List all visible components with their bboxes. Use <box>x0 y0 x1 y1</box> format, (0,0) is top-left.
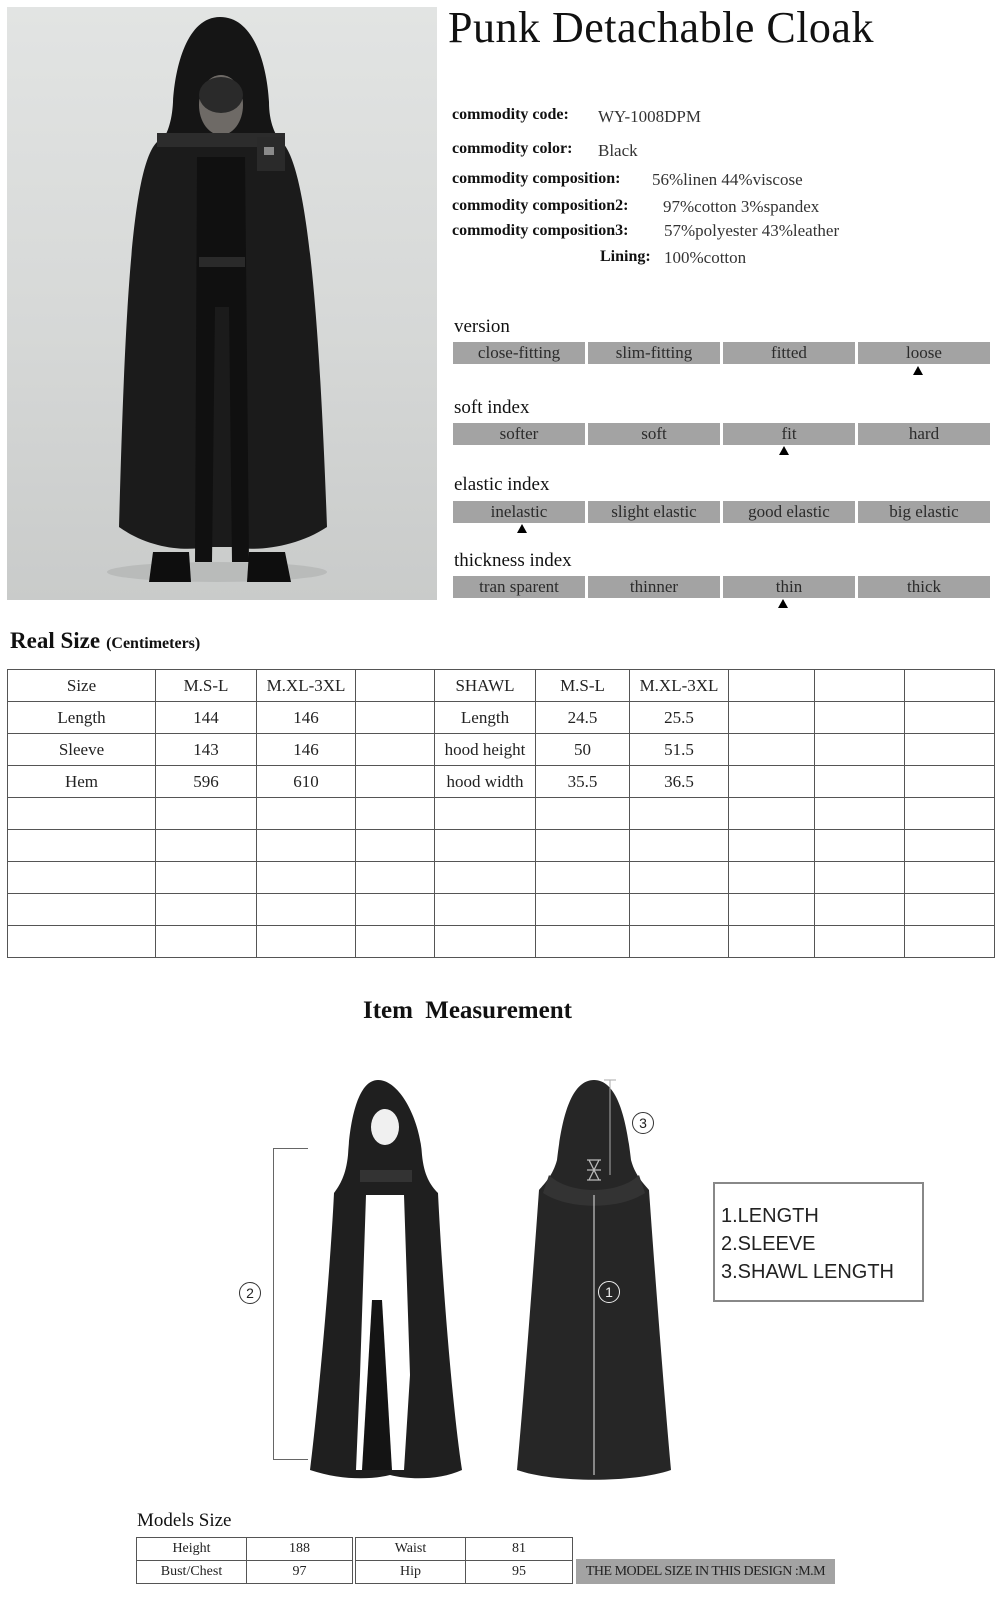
soft-index-option: softer <box>453 423 585 445</box>
size-table-cell <box>8 798 156 830</box>
size-heading-title: Real Size <box>10 628 101 653</box>
model-chest-value: 97 <box>247 1561 353 1584</box>
elastic-index-bar <box>453 501 990 523</box>
size-table-header-cell: M.S-L <box>536 670 630 702</box>
size-table-cell: Length <box>435 702 536 734</box>
sleeve-dimension-line <box>273 1148 308 1460</box>
size-table-cell <box>257 926 356 958</box>
thickness-index-option: tran sparent <box>453 576 585 598</box>
size-table-cell <box>356 862 435 894</box>
size-table-cell <box>905 798 995 830</box>
size-table-cell <box>257 830 356 862</box>
legend-item-shawl-length: 3.SHAWL LENGTH <box>721 1261 894 1283</box>
soft-index-selected-marker <box>779 446 789 455</box>
size-table-cell <box>729 830 815 862</box>
size-table-cell: 51.5 <box>630 734 729 766</box>
size-table-cell <box>815 702 905 734</box>
size-table-row <box>8 702 995 734</box>
spec-code-key: commodity code: <box>452 106 569 123</box>
size-table-cell <box>815 798 905 830</box>
measurement-title: Item Measurement <box>363 997 572 1024</box>
spec-code-value: WY-1008DPM <box>598 107 701 126</box>
size-table-cell <box>156 830 257 862</box>
size-table-header-cell: M.S-L <box>156 670 257 702</box>
size-table-cell: 36.5 <box>630 766 729 798</box>
size-table-cell <box>729 798 815 830</box>
size-table-cell <box>8 862 156 894</box>
size-table-row <box>8 798 995 830</box>
cloak-back-illustration <box>509 1075 679 1485</box>
size-table-cell <box>729 702 815 734</box>
spec-composition3-value: 57%polyester 43%leather <box>664 221 840 240</box>
size-table-cell <box>435 862 536 894</box>
version-label: version <box>454 316 510 337</box>
version-option: loose <box>858 342 990 364</box>
size-table-cell <box>8 894 156 926</box>
size-table-cell: hood width <box>435 766 536 798</box>
thickness-index-option: thin <box>723 576 855 598</box>
size-table-cell: 35.5 <box>536 766 630 798</box>
size-table-header-cell: Size <box>8 670 156 702</box>
legend-item-length: 1.LENGTH <box>721 1205 819 1227</box>
models-table-right <box>355 1537 573 1584</box>
size-heading-unit: (Centimeters) <box>106 635 201 652</box>
model-height-value: 188 <box>247 1538 353 1561</box>
product-title: Punk Detachable Cloak <box>448 3 874 52</box>
size-table-row <box>8 926 995 958</box>
size-table-header-cell: M.XL-3XL <box>257 670 356 702</box>
size-table-cell <box>536 798 630 830</box>
size-table-cell <box>257 894 356 926</box>
size-table-header-row <box>8 670 995 702</box>
version-option: close-fitting <box>453 342 585 364</box>
size-table-cell <box>815 926 905 958</box>
size-table-cell <box>356 734 435 766</box>
size-table-cell <box>536 862 630 894</box>
measurement-legend <box>713 1182 924 1302</box>
size-table-cell: 24.5 <box>536 702 630 734</box>
soft-index-bar <box>453 423 990 445</box>
size-table-cell <box>815 830 905 862</box>
size-table-header-cell <box>729 670 815 702</box>
model-hip-label: Hip <box>356 1561 466 1584</box>
spec-lining-key: Lining: <box>600 248 651 265</box>
models-size-title: Models Size <box>137 1510 232 1531</box>
size-table-row <box>8 862 995 894</box>
size-table-cell <box>156 894 257 926</box>
model-hip-value: 95 <box>466 1561 573 1584</box>
size-table-cell <box>815 734 905 766</box>
size-table-cell <box>729 862 815 894</box>
size-table-row <box>8 766 995 798</box>
spec-color-key: commodity color: <box>452 140 573 157</box>
size-table-cell <box>729 894 815 926</box>
thickness-index-option: thinner <box>588 576 720 598</box>
cloak-front-illustration <box>300 1075 470 1485</box>
size-table-cell <box>729 926 815 958</box>
thickness-index-label: thickness index <box>454 550 572 571</box>
size-table-cell <box>356 798 435 830</box>
elastic-index-option: slight elastic <box>588 501 720 523</box>
size-table-cell <box>905 926 995 958</box>
size-table-cell: 50 <box>536 734 630 766</box>
elastic-index-option: inelastic <box>453 501 585 523</box>
size-table-cell: 596 <box>156 766 257 798</box>
soft-index-label: soft index <box>454 397 530 418</box>
marker-2: 2 <box>239 1282 261 1304</box>
thickness-index-selected-marker <box>778 599 788 608</box>
size-table-cell <box>8 830 156 862</box>
size-table-cell: 143 <box>156 734 257 766</box>
spec-composition2-key: commodity composition2: <box>452 197 629 214</box>
size-table-cell <box>630 894 729 926</box>
size-table-cell <box>536 894 630 926</box>
model-waist-label: Waist <box>356 1538 466 1561</box>
size-table-cell: hood height <box>435 734 536 766</box>
size-table-cell: Length <box>8 702 156 734</box>
spec-composition-value: 56%linen 44%viscose <box>652 170 803 189</box>
marker-1: 1 <box>598 1281 620 1303</box>
spec-composition3-key: commodity composition3: <box>452 222 629 239</box>
size-table-header-cell <box>905 670 995 702</box>
size-table-cell <box>536 830 630 862</box>
model-height-label: Height <box>137 1538 247 1561</box>
models-table-left <box>136 1537 353 1584</box>
size-table-row <box>8 830 995 862</box>
soft-index-option: fit <box>723 423 855 445</box>
size-table-cell <box>356 926 435 958</box>
size-table-cell <box>257 862 356 894</box>
size-table-cell <box>905 894 995 926</box>
size-table-cell: 146 <box>257 734 356 766</box>
model-size-note: THE MODEL SIZE IN THIS DESIGN :M.M <box>576 1559 835 1584</box>
size-table-cell <box>815 862 905 894</box>
size-table-cell <box>630 798 729 830</box>
size-table-cell <box>729 766 815 798</box>
elastic-index-selected-marker <box>517 524 527 533</box>
size-table-cell <box>156 862 257 894</box>
size-table-header-cell <box>356 670 435 702</box>
model-waist-value: 81 <box>466 1538 573 1561</box>
size-table-cell <box>815 894 905 926</box>
size-table-header-cell <box>815 670 905 702</box>
size-table-cell <box>156 798 257 830</box>
size-table-cell <box>8 926 156 958</box>
marker-3: 3 <box>632 1112 654 1134</box>
elastic-index-option: big elastic <box>858 501 990 523</box>
size-table-cell <box>729 734 815 766</box>
size-table-cell <box>630 862 729 894</box>
size-table-row <box>8 894 995 926</box>
size-table-header-cell: SHAWL <box>435 670 536 702</box>
version-option: fitted <box>723 342 855 364</box>
size-table-cell <box>356 830 435 862</box>
size-table-cell <box>435 830 536 862</box>
size-table-cell <box>257 798 356 830</box>
size-table-cell <box>435 894 536 926</box>
soft-index-option: hard <box>858 423 990 445</box>
size-table-cell <box>356 766 435 798</box>
size-table-cell <box>905 830 995 862</box>
product-photo <box>7 7 437 600</box>
size-table-cell: 610 <box>257 766 356 798</box>
size-table-header-cell: M.XL-3XL <box>630 670 729 702</box>
elastic-index-label: elastic index <box>454 474 550 495</box>
size-table-cell: 144 <box>156 702 257 734</box>
thickness-index-option: thick <box>858 576 990 598</box>
spec-composition-key: commodity composition: <box>452 170 621 187</box>
size-table-cell <box>905 734 995 766</box>
elastic-index-option: good elastic <box>723 501 855 523</box>
version-selected-marker <box>913 366 923 375</box>
size-table-cell <box>356 702 435 734</box>
size-table-cell: 146 <box>257 702 356 734</box>
size-table-cell: Sleeve <box>8 734 156 766</box>
size-table-heading <box>10 628 200 654</box>
size-table-cell <box>630 830 729 862</box>
size-table-cell <box>536 926 630 958</box>
size-table-cell <box>435 926 536 958</box>
spec-color-value: Black <box>598 141 638 160</box>
size-table-cell <box>905 702 995 734</box>
spec-composition2-value: 97%cotton 3%spandex <box>663 197 820 216</box>
size-table-cell <box>630 926 729 958</box>
size-table-cell <box>905 862 995 894</box>
model-chest-label: Bust/Chest <box>137 1561 247 1584</box>
soft-index-option: soft <box>588 423 720 445</box>
thickness-index-bar <box>453 576 990 598</box>
version-bar <box>453 342 990 364</box>
spec-lining-value: 100%cotton <box>664 248 747 267</box>
size-table-cell <box>815 766 905 798</box>
size-table-cell <box>905 766 995 798</box>
size-table-cell <box>156 926 257 958</box>
size-table-cell: 25.5 <box>630 702 729 734</box>
size-table-cell <box>435 798 536 830</box>
size-table-row <box>8 734 995 766</box>
size-table-cell: Hem <box>8 766 156 798</box>
size-table-cell <box>356 894 435 926</box>
version-option: slim-fitting <box>588 342 720 364</box>
size-table <box>7 669 995 958</box>
legend-item-sleeve: 2.SLEEVE <box>721 1233 816 1255</box>
